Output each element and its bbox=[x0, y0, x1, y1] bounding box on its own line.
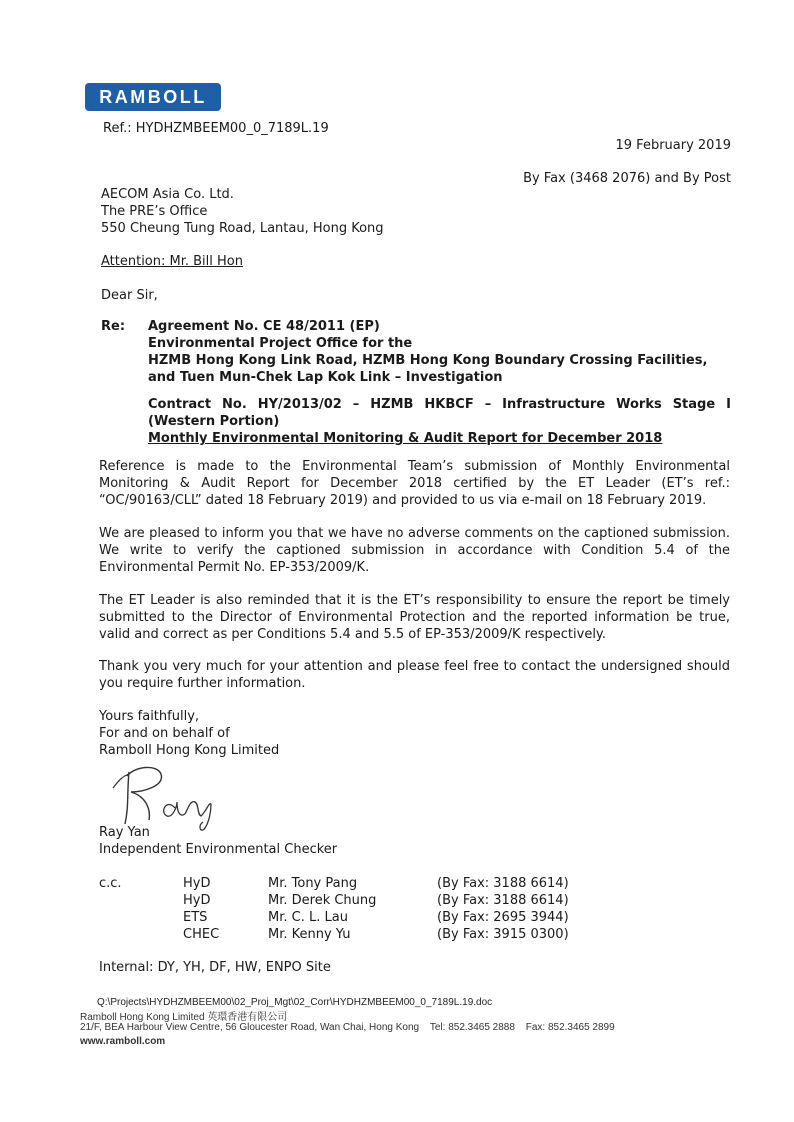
footer-contact bbox=[80, 1022, 615, 1033]
cc-org: HyD bbox=[183, 893, 211, 908]
cc-name: Mr. Kenny Yu bbox=[268, 927, 351, 942]
closing-line: For and on behalf of bbox=[99, 726, 230, 741]
body-paragraph: We are pleased to inform you that we have no adverse comments on the captioned submission. We write to verify the captioned submission in accordance with Condition 5.4 of the Environmental Permit No. EP-353/2009/K. bbox=[99, 526, 730, 575]
cc-name: Mr. Derek Chung bbox=[268, 893, 377, 908]
body-paragraph: The ET Leader is also reminded that it is the ET’s responsibility to ensure the report be timely submitted to the Director of Environmental Protection and the reported information be true, valid and correct as per Conditions 5.4 and 5.5 of EP-353/2009/K respectively. bbox=[99, 593, 730, 642]
file-path: Q:\Projects\HYDHZMBEEM00\02_Proj_Mgt\02_Corr\HYDHZMBEEM00_0_7189L.19.doc bbox=[97, 997, 493, 1008]
cc-label: c.c. bbox=[99, 876, 122, 891]
cc-org: ETS bbox=[183, 910, 208, 925]
contract-line: (Western Portion) bbox=[148, 414, 280, 429]
closing-block bbox=[99, 708, 279, 759]
subject-line: Agreement No. CE 48/2011 (EP) bbox=[148, 319, 380, 334]
closing-line: Ramboll Hong Kong Limited bbox=[99, 743, 280, 758]
recipient-street: 550 Cheung Tung Road, Lantau, Hong Kong bbox=[101, 221, 384, 236]
report-title: Monthly Environmental Monitoring & Audit Report for December 2018 bbox=[148, 431, 663, 446]
letter-date: 19 February 2019 bbox=[615, 138, 731, 153]
subject-block bbox=[148, 318, 707, 386]
footer-fax: Fax: 852.3465 2899 bbox=[525, 1022, 615, 1033]
footer-address: 21/F, BEA Harbour View Centre, 56 Gloucester Road, Wan Chai, Hong Kong bbox=[80, 1022, 420, 1033]
body-paragraph: Thank you very much for your attention and please feel free to contact the undersigned should you require further information. bbox=[99, 659, 730, 691]
cc-fax: (By Fax: 2695 3944) bbox=[437, 910, 569, 925]
cc-fax: (By Fax: 3188 6614) bbox=[437, 893, 569, 908]
recipient-office: The PRE’s Office bbox=[101, 204, 208, 219]
subject-line: Environmental Project Office for the bbox=[148, 336, 413, 351]
signer-name: Ray Yan bbox=[99, 825, 150, 840]
recipient-company: AECOM Asia Co. Ltd. bbox=[101, 187, 234, 202]
footer-company: Ramboll Hong Kong Limited 英環香港有限公司 bbox=[80, 1012, 288, 1023]
cc-name: Mr. C. L. Lau bbox=[268, 910, 348, 925]
subject-line: HZMB Hong Kong Link Road, HZMB Hong Kong Boundary Crossing Facilities, bbox=[148, 353, 708, 368]
footer-tel: Tel: 852.3465 2888 bbox=[429, 1022, 515, 1033]
salutation: Dear Sir, bbox=[101, 288, 158, 303]
closing-line: Yours faithfully, bbox=[99, 709, 200, 724]
body-paragraph: Reference is made to the Environmental Team’s submission of Monthly Environmental Monitoring & Audit Report for December 2018 certified by the ET Leader (ET’s ref.: “OC/90163/CLL” dated 18 February 2019) and provided to us via e-mail on 18 February 2019. bbox=[99, 459, 730, 508]
contract-line: Contract No. HY/2013/02 – HZMB HKBCF – Infrastructure Works Stage I bbox=[148, 397, 731, 412]
attention-line: Attention: Mr. Bill Hon bbox=[101, 254, 243, 269]
recipient-address bbox=[101, 186, 384, 237]
cc-org-column bbox=[183, 875, 219, 943]
cc-org: HyD bbox=[183, 876, 211, 891]
signer-title: Independent Environmental Checker bbox=[99, 842, 338, 857]
cc-org: CHEC bbox=[183, 927, 220, 942]
logo-text: RAMBOLL bbox=[99, 86, 207, 107]
ramboll-logo bbox=[85, 83, 221, 111]
delivery-method: By Fax (3468 2076) and By Post bbox=[523, 171, 731, 186]
cc-name-column bbox=[268, 875, 376, 943]
cc-fax-column bbox=[437, 875, 569, 943]
cc-name: Mr. Tony Pang bbox=[268, 876, 358, 891]
cc-fax: (By Fax: 3188 6614) bbox=[437, 876, 569, 891]
contract-block bbox=[148, 396, 731, 447]
internal-distribution: Internal: DY, YH, DF, HW, ENPO Site bbox=[99, 960, 331, 975]
cc-fax: (By Fax: 3915 0300) bbox=[437, 927, 569, 942]
subject-label: Re: bbox=[101, 319, 126, 334]
reference-number: Ref.: HYDHZMBEEM00_0_7189L.19 bbox=[103, 121, 329, 136]
subject-line: and Tuen Mun-Chek Lap Kok Link – Investigation bbox=[148, 370, 503, 385]
footer-website[interactable]: www.ramboll.com bbox=[80, 1036, 166, 1047]
